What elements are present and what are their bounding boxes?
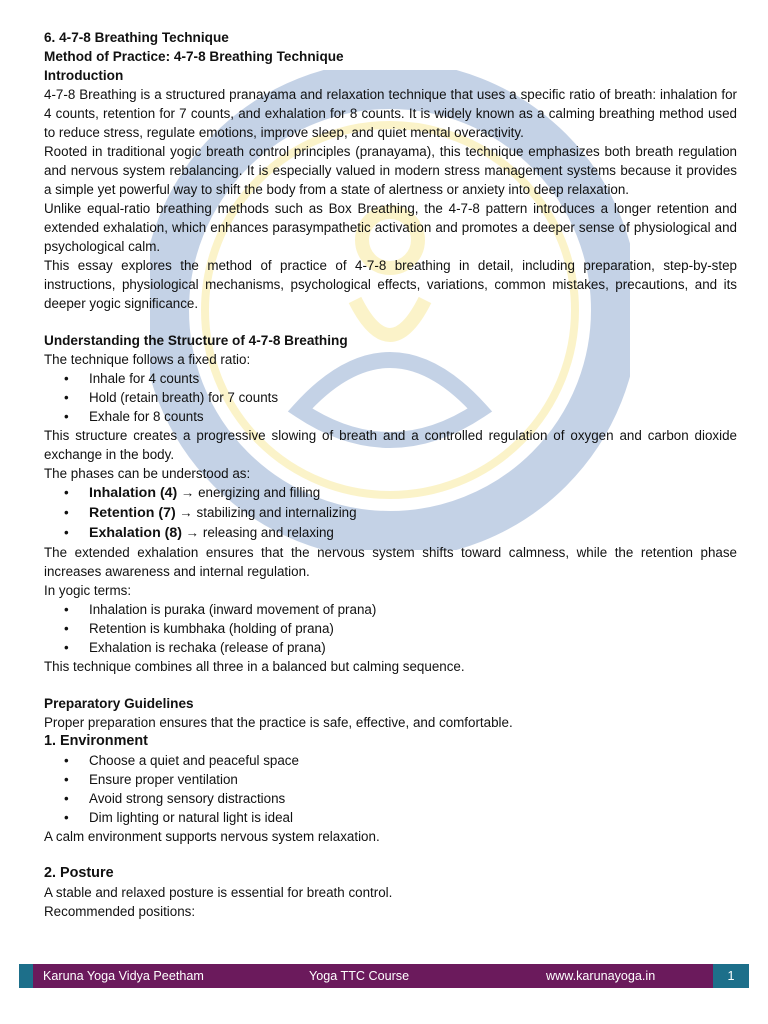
list-item: [44, 523, 737, 543]
list-item: • Retention is kumbhaka (holding of prana): [44, 619, 737, 638]
list-item: • Choose a quiet and peaceful space: [44, 751, 737, 770]
intro-paragraph-4: This essay explores the method of practice of 4-7-8 breathing in detail, including preparation, step-by-step instructions, physiological mechanisms, psychological effects, variations, common mistakes, precautions, and its deeper yogic significance.: [44, 258, 737, 311]
list-item: • Avoid strong sensory distractions: [44, 789, 737, 808]
preparatory-lead: Proper preparation ensures that the practice is safe, effective, and comfortable.: [44, 715, 513, 730]
phase-term: Retention (7): [89, 505, 176, 521]
list-item: • Inhalation is puraka (inward movement of prana): [44, 600, 737, 619]
phase-desc: → energizing and filling: [177, 485, 321, 500]
document-body: [44, 28, 737, 921]
intro-paragraph-2: Rooted in traditional yogic breath control principles (pranayama), this technique emphasizes both breath regulation and nervous system rebalancing. It is especially valued in modern stress management systems because it provides a simple yet powerful way to shift the body from a state of alertness or anxiety into deep relaxation.: [44, 144, 737, 197]
footer-org-name: Karuna Yoga Vidya Peetham: [43, 969, 204, 983]
structure-paragraph: This structure creates a progressive slowing of breath and a controlled regulation of oxygen and carbon dioxide exchange in the body.: [44, 428, 737, 462]
structure-lead: The technique follows a fixed ratio:: [44, 352, 251, 367]
yogic-list: [44, 600, 737, 657]
method-heading: Method of Practice: 4-7-8 Breathing Technique: [44, 49, 344, 64]
phase-desc: → releasing and relaxing: [182, 525, 334, 540]
environment-heading: 1. Environment: [44, 733, 148, 749]
environment-list: [44, 751, 737, 827]
list-item: • Exhale for 8 counts: [44, 407, 737, 426]
phases-list: [44, 483, 737, 543]
posture-heading: 2. Posture: [44, 865, 114, 881]
list-item: [44, 503, 737, 523]
list-item: [44, 483, 737, 503]
phase-desc: → stabilizing and internalizing: [175, 505, 357, 520]
introduction-heading: Introduction: [44, 68, 124, 83]
section-heading: 6. 4-7-8 Breathing Technique: [44, 30, 229, 45]
posture-paragraph: A stable and relaxed posture is essential for breath control.: [44, 885, 393, 900]
phases-paragraph: The extended exhalation ensures that the nervous system shifts toward calmness, while the retention phase increases awareness and internal regulation.: [44, 545, 737, 579]
list-item: • Dim lighting or natural light is ideal: [44, 808, 737, 827]
phases-lead: The phases can be understood as:: [44, 466, 251, 481]
list-item: • Hold (retain breath) for 7 counts: [44, 388, 737, 407]
posture-lead: Recommended positions:: [44, 904, 196, 919]
list-item: • Ensure proper ventilation: [44, 770, 737, 789]
preparatory-heading: Preparatory Guidelines: [44, 696, 194, 711]
ratio-list: [44, 369, 737, 426]
phase-term: Exhalation (8): [89, 525, 183, 541]
list-item: • Inhale for 4 counts: [44, 369, 737, 388]
page-number: 1: [713, 964, 749, 988]
yogic-paragraph: This technique combines all three in a balanced but calming sequence.: [44, 659, 465, 674]
footer-website-link[interactable]: www.karunayoga.in: [546, 969, 656, 983]
yogic-lead: In yogic terms:: [44, 583, 132, 598]
list-item: • Exhalation is rechaka (release of prana): [44, 638, 737, 657]
structure-heading: Understanding the Structure of 4-7-8 Breathing: [44, 333, 348, 348]
intro-paragraph-1: 4-7-8 Breathing is a structured pranayama and relaxation technique that uses a specific ratio of breath: inhalation for 4 counts, retention for 7 counts, and exhalation for 8 counts. It is widely known as a calming breathing method used to reduce stress, regulate emotions, improve sleep, and quiet mental overactivity.: [44, 87, 737, 140]
intro-paragraph-3: Unlike equal-ratio breathing methods such as Box Breathing, the 4-7-8 pattern introduces a longer retention and extended exhalation, which enhances parasympathetic activation and promotes a deeper sense of physiological and psychological calm.: [44, 201, 737, 254]
environment-paragraph: A calm environment supports nervous system relaxation.: [44, 829, 380, 844]
phase-term: Inhalation (4): [89, 485, 178, 501]
footer-course-name: Yoga TTC Course: [309, 969, 410, 983]
page-footer: [19, 964, 749, 988]
footer-left-accent: [19, 964, 33, 988]
